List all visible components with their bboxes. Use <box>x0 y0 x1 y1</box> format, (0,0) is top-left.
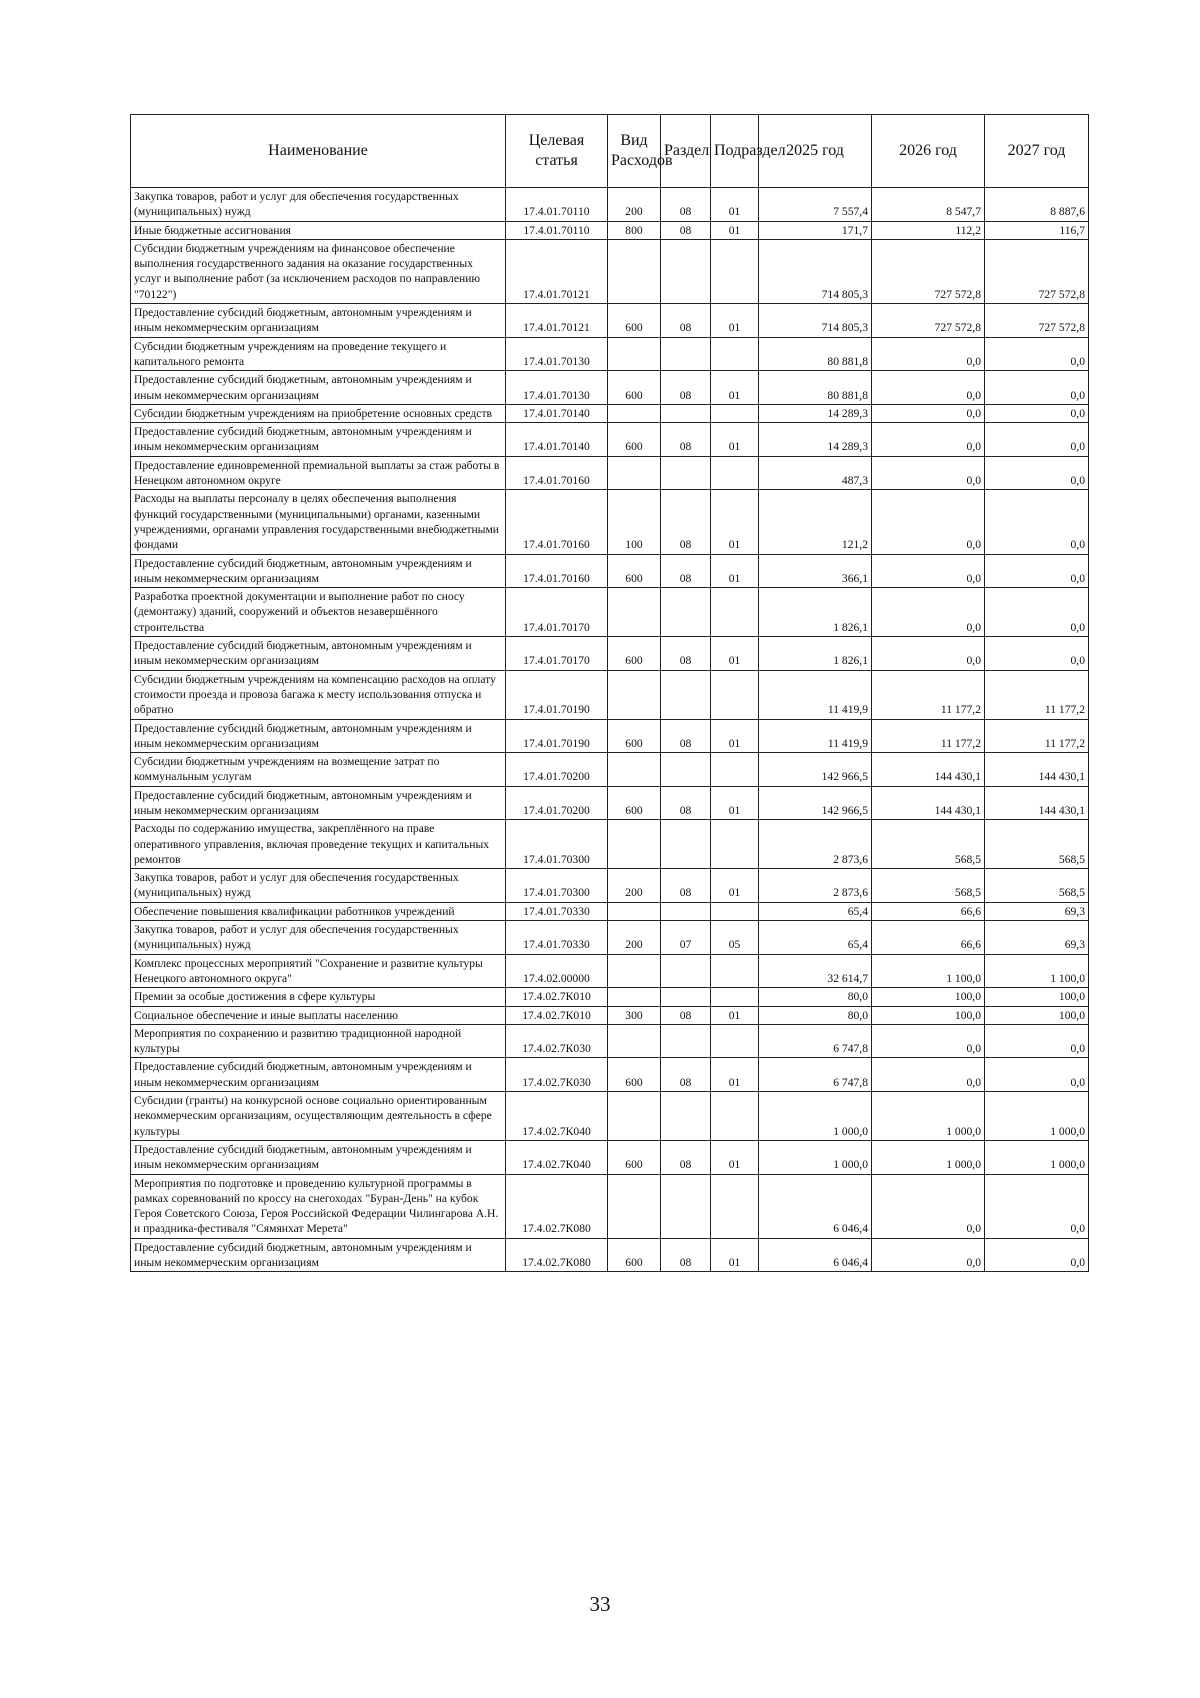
cell-name: Субсидии бюджетным учреждениям на компенсацию расходов на оплату стоимости проезда и провоза багажа к месту использования отпуска и обратно <box>131 670 506 719</box>
cell-y2026: 1 000,0 <box>872 1092 985 1141</box>
cell-pr: 01 <box>711 1058 759 1092</box>
cell-y2026: 66,6 <box>872 902 985 920</box>
cell-y2026: 0,0 <box>872 404 985 422</box>
table-row <box>131 404 1089 422</box>
table-row <box>131 753 1089 787</box>
cell-pr: 01 <box>711 786 759 820</box>
cell-name: Субсидии (гранты) на конкурсной основе социально ориентированным некоммерческим организациям, осуществляющим деятельность в сфере культуры <box>131 1092 506 1141</box>
cell-y2027: 1 000,0 <box>985 1140 1089 1174</box>
cell-y2027: 69,3 <box>985 902 1089 920</box>
cell-rz <box>661 902 711 920</box>
cell-rz: 08 <box>661 1238 711 1272</box>
cell-pr: 01 <box>711 1140 759 1174</box>
cell-pr <box>711 1174 759 1238</box>
cell-name: Разработка проектной документации и выполнение работ по сносу (демонтажу) зданий, сооружений и объектов незавершённого строительства <box>131 588 506 637</box>
cell-vr: 600 <box>608 1058 661 1092</box>
cell-code: 17.4.02.7К030 <box>506 1058 608 1092</box>
cell-y2026: 0,0 <box>872 637 985 671</box>
cell-vr: 600 <box>608 423 661 457</box>
cell-name: Предоставление субсидий бюджетным, автономным учреждениям и иным некоммерческим организациям <box>131 786 506 820</box>
cell-name: Премии за особые достижения в сфере культуры <box>131 988 506 1006</box>
cell-y2025: 80 881,8 <box>759 337 872 371</box>
table-row <box>131 1238 1089 1272</box>
cell-code: 17.4.01.70170 <box>506 588 608 637</box>
cell-code: 17.4.01.70190 <box>506 670 608 719</box>
table-row <box>131 423 1089 457</box>
cell-rz: 07 <box>661 921 711 955</box>
cell-rz: 08 <box>661 490 711 554</box>
cell-y2025: 6 747,8 <box>759 1024 872 1058</box>
cell-rz: 08 <box>661 188 711 222</box>
table-row <box>131 786 1089 820</box>
table-row <box>131 371 1089 405</box>
cell-vr: 600 <box>608 1238 661 1272</box>
cell-vr <box>608 1092 661 1141</box>
cell-rz: 08 <box>661 554 711 588</box>
cell-name: Закупка товаров, работ и услуг для обеспечения государственных (муниципальных) нужд <box>131 921 506 955</box>
cell-y2027: 1 100,0 <box>985 954 1089 988</box>
cell-rz <box>661 337 711 371</box>
cell-y2025: 7 557,4 <box>759 188 872 222</box>
cell-rz <box>661 239 711 303</box>
cell-pr: 01 <box>711 719 759 753</box>
cell-pr <box>711 1024 759 1058</box>
cell-pr <box>711 988 759 1006</box>
cell-vr <box>608 753 661 787</box>
cell-y2025: 1 826,1 <box>759 588 872 637</box>
cell-y2027: 0,0 <box>985 637 1089 671</box>
cell-y2027: 11 177,2 <box>985 670 1089 719</box>
cell-name: Предоставление субсидий бюджетным, автономным учреждениям и иным некоммерческим организациям <box>131 1058 506 1092</box>
table-row <box>131 554 1089 588</box>
cell-name: Комплекс процессных мероприятий "Сохранение и развитие культуры Ненецкого автономного округа" <box>131 954 506 988</box>
cell-y2027: 0,0 <box>985 371 1089 405</box>
cell-pr: 01 <box>711 490 759 554</box>
cell-y2025: 11 419,9 <box>759 670 872 719</box>
cell-y2025: 14 289,3 <box>759 423 872 457</box>
header-2025: 2025 год <box>759 115 872 188</box>
cell-code: 17.4.01.70140 <box>506 423 608 457</box>
table-row <box>131 1140 1089 1174</box>
cell-vr: 200 <box>608 869 661 903</box>
cell-y2027: 0,0 <box>985 554 1089 588</box>
cell-name: Закупка товаров, работ и услуг для обеспечения государственных (муниципальных) нужд <box>131 188 506 222</box>
table-row <box>131 954 1089 988</box>
cell-code: 17.4.01.70170 <box>506 637 608 671</box>
cell-name: Предоставление субсидий бюджетным, автономным учреждениям и иным некоммерческим организациям <box>131 637 506 671</box>
cell-y2027: 8 887,6 <box>985 188 1089 222</box>
cell-pr <box>711 404 759 422</box>
cell-rz: 08 <box>661 637 711 671</box>
cell-rz: 08 <box>661 304 711 338</box>
cell-code: 17.4.01.70130 <box>506 371 608 405</box>
header-vr: Вид Расходов <box>608 115 661 188</box>
cell-y2026: 0,0 <box>872 1238 985 1272</box>
cell-name: Субсидии бюджетным учреждениям на проведение текущего и капитального ремонта <box>131 337 506 371</box>
cell-vr: 600 <box>608 371 661 405</box>
header-code: Целевая статья <box>506 115 608 188</box>
cell-code: 17.4.01.70110 <box>506 188 608 222</box>
cell-pr <box>711 337 759 371</box>
cell-y2025: 1 000,0 <box>759 1140 872 1174</box>
table-row <box>131 869 1089 903</box>
cell-vr <box>608 988 661 1006</box>
cell-vr: 600 <box>608 304 661 338</box>
cell-y2026: 0,0 <box>872 371 985 405</box>
cell-y2026: 0,0 <box>872 1024 985 1058</box>
cell-code: 17.4.02.7К030 <box>506 1024 608 1058</box>
cell-rz: 08 <box>661 719 711 753</box>
cell-y2025: 1 826,1 <box>759 637 872 671</box>
table-row <box>131 1174 1089 1238</box>
cell-rz <box>661 988 711 1006</box>
cell-y2026: 144 430,1 <box>872 753 985 787</box>
cell-pr <box>711 456 759 490</box>
cell-y2025: 487,3 <box>759 456 872 490</box>
cell-pr: 01 <box>711 304 759 338</box>
header-rz: Раздел <box>661 115 711 188</box>
cell-y2027: 0,0 <box>985 404 1089 422</box>
cell-rz: 08 <box>661 869 711 903</box>
cell-name: Предоставление субсидий бюджетным, автономным учреждениям и иным некоммерческим организациям <box>131 1140 506 1174</box>
cell-y2026: 727 572,8 <box>872 304 985 338</box>
cell-y2027: 1 000,0 <box>985 1092 1089 1141</box>
cell-name: Социальное обеспечение и иные выплаты населению <box>131 1006 506 1024</box>
table-row <box>131 337 1089 371</box>
header-name: Наименование <box>131 115 506 188</box>
cell-y2027: 0,0 <box>985 588 1089 637</box>
cell-y2026: 568,5 <box>872 869 985 903</box>
page-number: 33 <box>589 1592 611 1616</box>
cell-vr <box>608 902 661 920</box>
cell-y2026: 0,0 <box>872 1174 985 1238</box>
cell-name: Расходы по содержанию имущества, закреплённого на праве оперативного управления, включая проведение текущих и капитальных ремонтов <box>131 820 506 869</box>
cell-y2027: 144 430,1 <box>985 786 1089 820</box>
cell-y2025: 714 805,3 <box>759 304 872 338</box>
cell-y2027: 100,0 <box>985 1006 1089 1024</box>
cell-code: 17.4.02.7К040 <box>506 1140 608 1174</box>
cell-y2027: 0,0 <box>985 337 1089 371</box>
table-row <box>131 670 1089 719</box>
cell-vr <box>608 404 661 422</box>
cell-y2026: 0,0 <box>872 554 985 588</box>
table-row <box>131 490 1089 554</box>
table-row <box>131 820 1089 869</box>
cell-y2025: 65,4 <box>759 902 872 920</box>
table-row <box>131 456 1089 490</box>
cell-y2026: 11 177,2 <box>872 670 985 719</box>
cell-y2025: 171,7 <box>759 221 872 239</box>
cell-y2026: 0,0 <box>872 337 985 371</box>
cell-vr <box>608 456 661 490</box>
cell-y2025: 6 747,8 <box>759 1058 872 1092</box>
cell-rz: 08 <box>661 1058 711 1092</box>
cell-rz: 08 <box>661 371 711 405</box>
cell-y2025: 32 614,7 <box>759 954 872 988</box>
cell-pr: 05 <box>711 921 759 955</box>
header-2026: 2026 год <box>872 115 985 188</box>
cell-pr: 01 <box>711 371 759 405</box>
cell-pr <box>711 239 759 303</box>
cell-y2026: 0,0 <box>872 1058 985 1092</box>
cell-y2025: 366,1 <box>759 554 872 588</box>
cell-name: Мероприятия по подготовке и проведению культурной программы в рамках соревнований по кроссу на снегоходах "Буран-День" на кубок Героя Советского Союза, Героя Российской Федерации Чилингарова А.Н. и праздника-фестиваля "Сямянхат Мерета" <box>131 1174 506 1238</box>
cell-y2025: 2 873,6 <box>759 820 872 869</box>
cell-code: 17.4.01.70200 <box>506 786 608 820</box>
cell-vr: 200 <box>608 921 661 955</box>
cell-y2026: 0,0 <box>872 588 985 637</box>
cell-vr: 600 <box>608 719 661 753</box>
cell-y2025: 11 419,9 <box>759 719 872 753</box>
cell-y2027: 11 177,2 <box>985 719 1089 753</box>
cell-vr: 600 <box>608 637 661 671</box>
cell-y2026: 66,6 <box>872 921 985 955</box>
cell-name: Предоставление субсидий бюджетным, автономным учреждениям и иным некоммерческим организациям <box>131 1238 506 1272</box>
cell-pr: 01 <box>711 221 759 239</box>
table-header-row <box>131 115 1089 188</box>
cell-pr <box>711 820 759 869</box>
cell-name: Предоставление субсидий бюджетным, автономным учреждениям и иным некоммерческим организациям <box>131 304 506 338</box>
cell-rz <box>661 456 711 490</box>
cell-name: Предоставление субсидий бюджетным, автономным учреждениям и иным некоммерческим организациям <box>131 371 506 405</box>
cell-vr <box>608 820 661 869</box>
cell-pr: 01 <box>711 1238 759 1272</box>
cell-code: 17.4.01.70330 <box>506 921 608 955</box>
cell-name: Предоставление субсидий бюджетным, автономным учреждениям и иным некоммерческим организациям <box>131 554 506 588</box>
cell-rz <box>661 404 711 422</box>
cell-pr <box>711 753 759 787</box>
cell-rz: 08 <box>661 1006 711 1024</box>
cell-y2026: 1 100,0 <box>872 954 985 988</box>
budget-table <box>130 114 1089 1272</box>
cell-code: 17.4.01.70121 <box>506 239 608 303</box>
table-row <box>131 188 1089 222</box>
cell-rz <box>661 1092 711 1141</box>
cell-y2026: 144 430,1 <box>872 786 985 820</box>
cell-y2027: 0,0 <box>985 1058 1089 1092</box>
cell-vr <box>608 1174 661 1238</box>
table-row <box>131 921 1089 955</box>
cell-y2025: 121,2 <box>759 490 872 554</box>
cell-rz: 08 <box>661 423 711 457</box>
cell-y2027: 568,5 <box>985 869 1089 903</box>
cell-code: 17.4.02.7К010 <box>506 1006 608 1024</box>
cell-vr <box>608 1024 661 1058</box>
cell-y2027: 0,0 <box>985 423 1089 457</box>
cell-name: Обеспечение повышения квалификации работников учреждений <box>131 902 506 920</box>
cell-y2025: 14 289,3 <box>759 404 872 422</box>
cell-pr: 01 <box>711 554 759 588</box>
cell-rz: 08 <box>661 221 711 239</box>
cell-y2025: 6 046,4 <box>759 1238 872 1272</box>
cell-y2026: 568,5 <box>872 820 985 869</box>
cell-vr: 300 <box>608 1006 661 1024</box>
cell-y2027: 0,0 <box>985 1174 1089 1238</box>
table-row <box>131 637 1089 671</box>
cell-pr <box>711 670 759 719</box>
cell-y2026: 0,0 <box>872 490 985 554</box>
header-pr: Подраздел <box>711 115 759 188</box>
cell-y2025: 80,0 <box>759 988 872 1006</box>
cell-rz <box>661 1024 711 1058</box>
cell-y2025: 6 046,4 <box>759 1174 872 1238</box>
cell-name: Субсидии бюджетным учреждениям на приобретение основных средств <box>131 404 506 422</box>
cell-rz <box>661 670 711 719</box>
cell-y2026: 727 572,8 <box>872 239 985 303</box>
cell-vr: 600 <box>608 786 661 820</box>
cell-code: 17.4.01.70140 <box>506 404 608 422</box>
cell-name: Расходы на выплаты персоналу в целях обеспечения выполнения функций государственными (муниципальными) органами, казенными учреждениями, органами управления государственными внебюджетными фондами <box>131 490 506 554</box>
table-row <box>131 719 1089 753</box>
cell-vr: 200 <box>608 188 661 222</box>
cell-code: 17.4.02.7К040 <box>506 1092 608 1141</box>
cell-y2027: 568,5 <box>985 820 1089 869</box>
cell-code: 17.4.02.7К080 <box>506 1174 608 1238</box>
cell-vr: 600 <box>608 1140 661 1174</box>
cell-code: 17.4.02.00000 <box>506 954 608 988</box>
cell-pr <box>711 902 759 920</box>
cell-pr: 01 <box>711 1006 759 1024</box>
cell-y2027: 100,0 <box>985 988 1089 1006</box>
table-row <box>131 304 1089 338</box>
cell-pr <box>711 1092 759 1141</box>
cell-y2026: 100,0 <box>872 988 985 1006</box>
cell-rz <box>661 954 711 988</box>
table-row <box>131 588 1089 637</box>
cell-name: Предоставление субсидий бюджетным, автономным учреждениям и иным некоммерческим организациям <box>131 719 506 753</box>
cell-y2027: 0,0 <box>985 1238 1089 1272</box>
table-row <box>131 1006 1089 1024</box>
cell-pr: 01 <box>711 869 759 903</box>
table-row <box>131 1092 1089 1141</box>
cell-y2026: 112,2 <box>872 221 985 239</box>
cell-y2027: 0,0 <box>985 1024 1089 1058</box>
cell-y2025: 714 805,3 <box>759 239 872 303</box>
cell-y2026: 0,0 <box>872 456 985 490</box>
cell-code: 17.4.02.7К010 <box>506 988 608 1006</box>
cell-y2025: 1 000,0 <box>759 1092 872 1141</box>
cell-name: Субсидии бюджетным учреждениям на финансовое обеспечение выполнения государственного задания на оказание государственных услуг и выполнение работ (за исключением расходов по направлению "70122") <box>131 239 506 303</box>
table-row <box>131 239 1089 303</box>
cell-y2025: 65,4 <box>759 921 872 955</box>
table-row <box>131 1024 1089 1058</box>
cell-y2025: 80,0 <box>759 1006 872 1024</box>
cell-code: 17.4.01.70110 <box>506 221 608 239</box>
cell-rz <box>661 753 711 787</box>
cell-y2025: 80 881,8 <box>759 371 872 405</box>
cell-pr: 01 <box>711 423 759 457</box>
cell-y2027: 116,7 <box>985 221 1089 239</box>
cell-vr <box>608 337 661 371</box>
cell-code: 17.4.01.70160 <box>506 490 608 554</box>
cell-rz <box>661 1174 711 1238</box>
cell-pr <box>711 954 759 988</box>
cell-vr: 800 <box>608 221 661 239</box>
cell-y2027: 727 572,8 <box>985 239 1089 303</box>
cell-rz <box>661 820 711 869</box>
table-body <box>131 188 1089 1272</box>
cell-pr: 01 <box>711 637 759 671</box>
cell-name: Закупка товаров, работ и услуг для обеспечения государственных (муниципальных) нужд <box>131 869 506 903</box>
cell-y2025: 142 966,5 <box>759 786 872 820</box>
cell-code: 17.4.01.70160 <box>506 554 608 588</box>
cell-code: 17.4.01.70300 <box>506 820 608 869</box>
table-row <box>131 1058 1089 1092</box>
cell-y2027: 69,3 <box>985 921 1089 955</box>
cell-code: 17.4.01.70300 <box>506 869 608 903</box>
cell-code: 17.4.01.70121 <box>506 304 608 338</box>
cell-name: Иные бюджетные ассигнования <box>131 221 506 239</box>
cell-y2026: 8 547,7 <box>872 188 985 222</box>
cell-rz: 08 <box>661 1140 711 1174</box>
cell-vr: 600 <box>608 554 661 588</box>
cell-name: Предоставление единовременной премиальной выплаты за стаж работы в Ненецком автономном округе <box>131 456 506 490</box>
cell-vr <box>608 239 661 303</box>
cell-code: 17.4.01.70190 <box>506 719 608 753</box>
cell-vr <box>608 954 661 988</box>
table-row <box>131 902 1089 920</box>
cell-code: 17.4.02.7К080 <box>506 1238 608 1272</box>
cell-vr <box>608 588 661 637</box>
cell-name: Предоставление субсидий бюджетным, автономным учреждениям и иным некоммерческим организациям <box>131 423 506 457</box>
header-2027: 2027 год <box>985 115 1089 188</box>
table-row <box>131 221 1089 239</box>
cell-pr <box>711 588 759 637</box>
cell-y2027: 144 430,1 <box>985 753 1089 787</box>
cell-name: Субсидии бюджетным учреждениям на возмещение затрат по коммунальным услугам <box>131 753 506 787</box>
cell-name: Мероприятия по сохранению и развитию традиционной народной культуры <box>131 1024 506 1058</box>
cell-code: 17.4.01.70160 <box>506 456 608 490</box>
cell-y2026: 11 177,2 <box>872 719 985 753</box>
cell-y2026: 0,0 <box>872 423 985 457</box>
cell-y2025: 2 873,6 <box>759 869 872 903</box>
cell-code: 17.4.01.70130 <box>506 337 608 371</box>
cell-y2027: 727 572,8 <box>985 304 1089 338</box>
cell-y2027: 0,0 <box>985 456 1089 490</box>
cell-y2026: 1 000,0 <box>872 1140 985 1174</box>
cell-y2027: 0,0 <box>985 490 1089 554</box>
cell-code: 17.4.01.70200 <box>506 753 608 787</box>
cell-y2025: 142 966,5 <box>759 753 872 787</box>
table-row <box>131 988 1089 1006</box>
cell-vr: 100 <box>608 490 661 554</box>
cell-vr <box>608 670 661 719</box>
cell-rz: 08 <box>661 786 711 820</box>
cell-pr: 01 <box>711 188 759 222</box>
cell-code: 17.4.01.70330 <box>506 902 608 920</box>
cell-y2026: 100,0 <box>872 1006 985 1024</box>
cell-rz <box>661 588 711 637</box>
